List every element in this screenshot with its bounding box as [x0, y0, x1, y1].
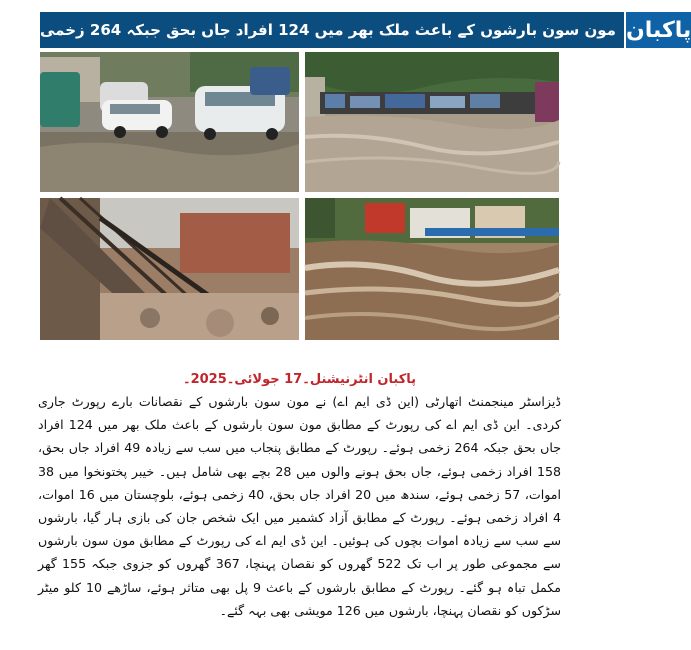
flooded-river-bridge-photo: [305, 52, 559, 192]
header-banner: [40, 12, 691, 48]
article-body: ڈیزاسٹر مینجمنٹ اتھارٹی (این ڈی ایم اے) نے مون سون بارشوں کے نقصانات بارے رپورٹ جاری کردی۔ این ڈی ایم اے کی رپورٹ کے مطابق مون سون بارشوں کے باعث ملک بھر میں 124 افراد جاں بحق جبکہ 264 زخمی ہوئے۔ رپورٹ کے مطابق پنجاب میں سب سے زیادہ 49 افراد جاں بحق، 158 افراد زخمی ہوئے، جاں بحق ہونے والوں میں 28 بچے بھی شامل ہیں۔ خیبر پختونخوا میں 38 اموات، 57 زخمی ہوئے، سندھ میں 20 افراد جاں بحق، 40 زخمی ہوئے، بلوچستان میں 16 اموات، 4 افراد زخمی ہوئے۔ رپورٹ کے مطابق آزاد کشمیر میں ایک شخص جان کی بازی ہار گیا، بارشوں سے سب سے زیادہ اموات بچوں کی ہوئیں۔ این ڈی ایم اے کی رپورٹ کے مطابق مون سون بارشوں سے مجموعی طور پر اب تک 522 گھروں کو نقصان پہنچا، 367 گھروں کو جزوی جبکہ 155 گھر مکمل تباہ ہو گئے۔ رپورٹ کے مطابق بارشوں کے باعث 9 پل بھی متاثر ہوئے، ساڑھے 10 کلو میٹر سڑکوں کو نقصان پہنچا، بارشوں میں 126 مویشی بھی بہہ گئے۔: [38, 394, 562, 618]
river-flood-buildings-photo: [305, 198, 559, 340]
headline: مون سون بارشوں کے باعث ملک بھر میں 124 افراد جاں بحق جبکہ 264 زخمی: [40, 12, 624, 48]
collapsed-house-roof-photo: [40, 198, 299, 340]
dateline: پاکبان انٹرنیشنل۔17 جولائی۔2025۔: [182, 372, 417, 387]
brand-logo: پاکبان: [624, 12, 691, 48]
flooded-street-cars-photo: [40, 52, 299, 192]
